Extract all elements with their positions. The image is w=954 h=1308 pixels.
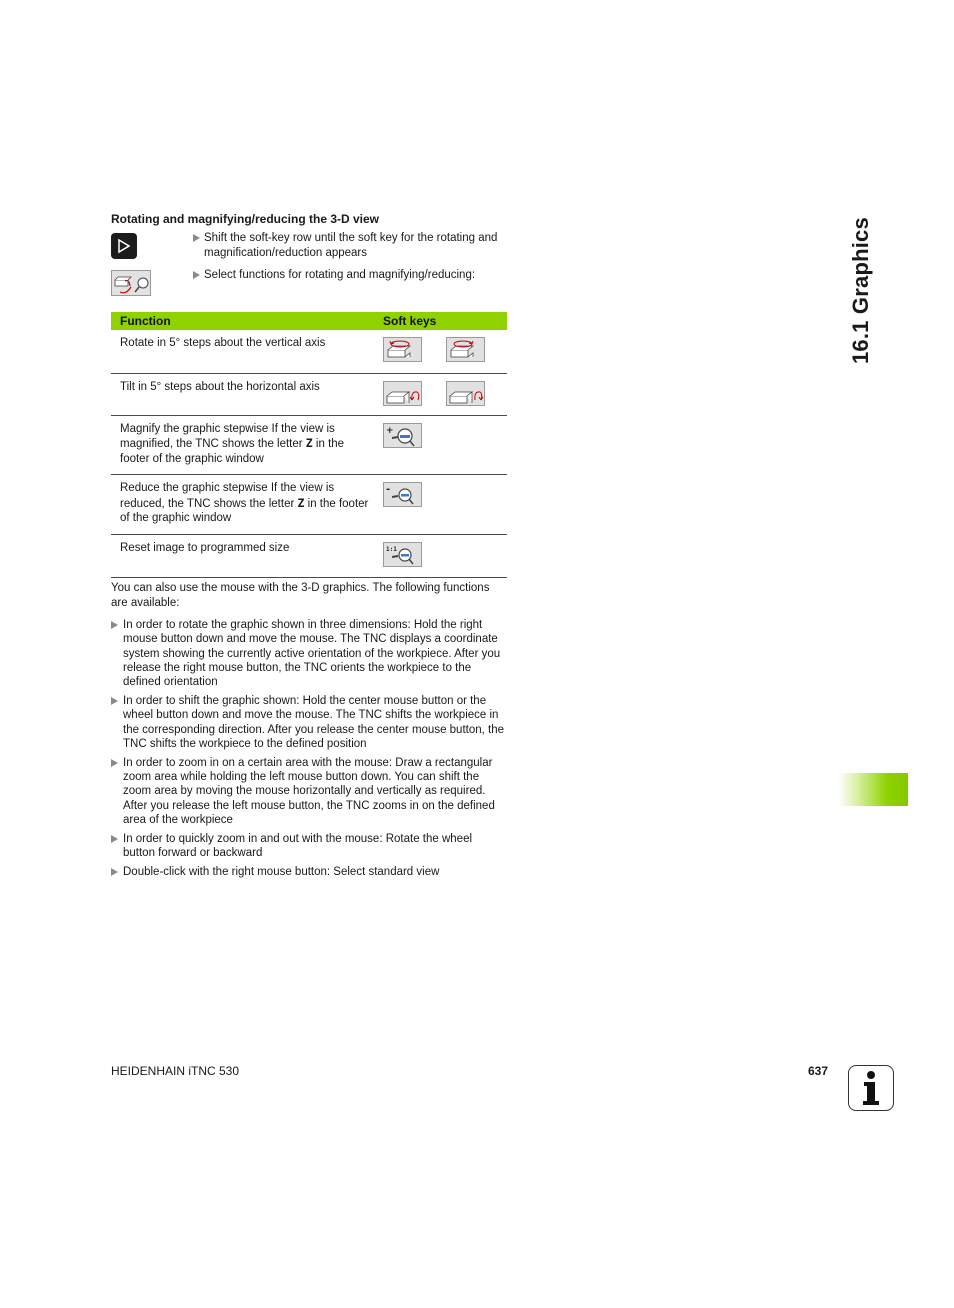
svg-text:1:1: 1:1	[386, 545, 397, 553]
mouse-intro-paragraph: You can also use the mouse with the 3-D graphics. The following functions are available:	[111, 582, 490, 609]
table-row	[111, 415, 507, 475]
list-item	[111, 832, 507, 861]
letter-z: Z	[305, 436, 313, 450]
bullet-arrow-icon	[193, 271, 200, 279]
bullet-arrow-icon	[111, 868, 118, 876]
table-row	[111, 373, 507, 415]
list-item-text: In order to zoom in on a certain area with the mouse: Draw a rectangular zoom area while holding the left mouse button down. You can shift the zoom area by moving the mouse horizontally and vertically as required. After you release the left mouse button, the TNC zooms in on the defined area of the workpiece	[123, 756, 495, 826]
function-cell: Tilt in 5° steps about the horizontal axis	[111, 373, 383, 415]
letter-z: Z	[297, 495, 305, 510]
instruction-text: Shift the soft-key row until the soft key for the rotating and magnification/reduction appears	[204, 232, 498, 259]
reset-size-icon	[383, 542, 422, 567]
function-text: in the footer of the graphic window	[120, 438, 345, 465]
function-text: Reduce the graphic stepwise If the view is reduced, the TNC shows the letter	[120, 482, 335, 510]
bullet-arrow-icon	[111, 697, 118, 705]
shift-softkey-row-icon	[111, 233, 137, 259]
rotate-vertical-right-icon	[446, 337, 485, 362]
function-cell	[111, 415, 383, 475]
footer-manual-name: HEIDENHAIN iTNC 530	[111, 1064, 240, 1078]
magnify-icon	[383, 423, 422, 448]
list-item-text: In order to rotate the graphic shown in three dimensions: Hold the right mouse button down and move the mouse. The TNC displays a coordinate system showing the currently active orientation of the workpiece. After you release the right mouse button, the TNC orients the workpiece to the defined orientation	[123, 619, 501, 689]
table-row	[111, 534, 507, 577]
softkeys-cell	[383, 330, 507, 373]
softkeys-cell	[383, 373, 507, 415]
function-column-header: Function	[111, 312, 383, 330]
list-item-text: In order to quickly zoom in and out with the mouse: Rotate the wheel button forward or backward	[123, 832, 473, 859]
section-heading: Rotating and magnifying/reducing the 3-D view	[111, 212, 380, 226]
tilt-horizontal-down-icon	[446, 381, 485, 406]
softkeys-cell	[383, 534, 507, 577]
instruction-step	[193, 231, 513, 261]
chapter-tab-marker	[838, 773, 908, 806]
list-item	[111, 865, 507, 879]
softkeys-cell	[383, 475, 507, 535]
chapter-title: 16.1 Graphics	[848, 217, 873, 364]
list-item	[111, 694, 507, 751]
page-number: 637	[808, 1064, 829, 1078]
list-item	[111, 618, 507, 689]
svg-text:+: +	[386, 425, 394, 436]
rotate-vertical-left-icon	[383, 337, 422, 362]
bullet-arrow-icon	[111, 759, 118, 767]
tilt-horizontal-up-icon	[383, 381, 422, 406]
rotate-magnify-softkey-icon	[111, 270, 151, 296]
bullet-arrow-icon	[111, 835, 118, 843]
instruction-text: Select functions for rotating and magnifying/reducing:	[204, 269, 476, 281]
list-item-text: In order to shift the graphic shown: Hold the center mouse button or the wheel button down and move the mouse. The TNC shifts the workpiece in the corresponding direction. After you release the center mouse button, the TNC shifts the workpiece to the defined position	[123, 694, 505, 750]
instruction-step	[193, 268, 513, 283]
function-table	[111, 312, 507, 578]
bullet-arrow-icon	[111, 621, 118, 629]
table-row	[111, 475, 507, 535]
softkeys-column-header: Soft keys	[383, 312, 507, 330]
function-cell: Rotate in 5° steps about the vertical axis	[111, 330, 383, 373]
table-row	[111, 330, 507, 373]
softkeys-cell	[383, 415, 507, 475]
function-text: Magnify the graphic stepwise If the view is magnified, the TNC shows the letter	[120, 422, 335, 450]
function-cell	[111, 475, 383, 535]
reduce-icon	[383, 482, 422, 507]
info-icon	[848, 1065, 894, 1111]
table-header-row	[111, 312, 507, 330]
bullet-arrow-icon	[193, 234, 200, 242]
function-cell: Reset image to programmed size	[111, 534, 383, 577]
list-item	[111, 756, 507, 827]
function-text: in the footer of the graphic window	[120, 497, 369, 524]
mouse-functions-list	[111, 618, 507, 884]
list-item-text: Double-click with the right mouse button: Select standard view	[123, 865, 440, 878]
svg-text:-: -	[386, 484, 391, 495]
